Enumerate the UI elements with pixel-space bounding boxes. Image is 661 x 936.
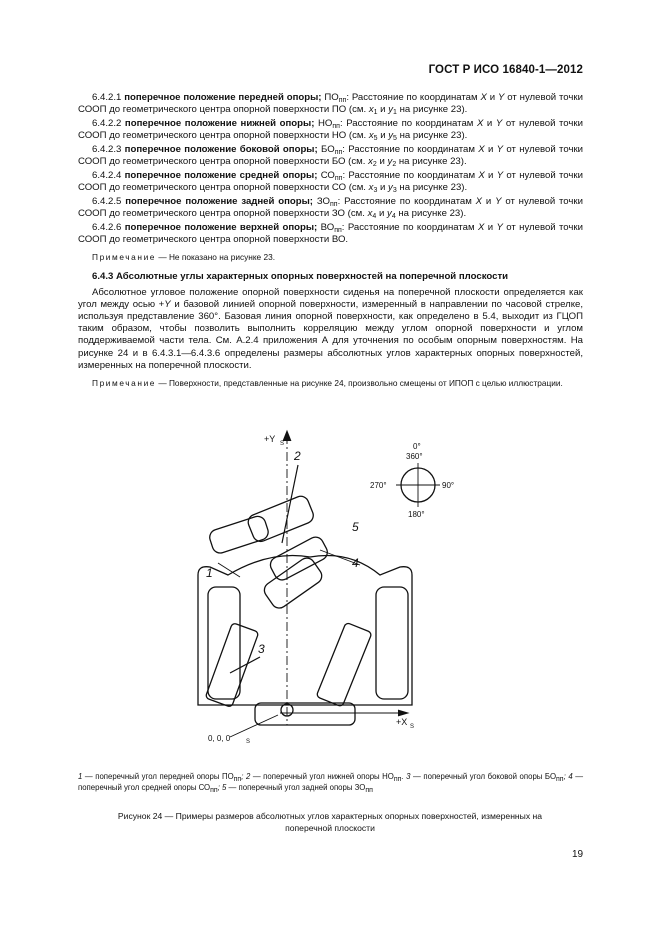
- item-and: и: [483, 118, 496, 129]
- item-term: поперечное положение боковой опоры;: [124, 144, 318, 155]
- item-abbr-sub: пп: [332, 123, 340, 130]
- item-y: Y: [496, 170, 504, 181]
- item-y: Y: [495, 118, 503, 129]
- item-y2-sub: 2: [392, 161, 397, 169]
- definition-item: [78, 92, 583, 116]
- top-support: [246, 494, 316, 544]
- legend-5-num: ; 5: [217, 782, 227, 792]
- note-label: Примечание: [92, 252, 157, 263]
- legend-2-text: — поперечный угол нижней опоры НО: [250, 772, 394, 781]
- item-y2: y: [387, 156, 393, 168]
- item-text-b: от нулевой точки СООП до геометрического центра опорной поверхности ЗО (см.: [78, 196, 583, 220]
- item-text-b: от нулевой точки СООП до геометрического центра опорной поверхности НО (см.: [78, 118, 583, 142]
- side-support-left: [205, 623, 259, 708]
- item-x2: x: [368, 156, 373, 168]
- item-x: X: [475, 196, 483, 207]
- note-1: [78, 252, 583, 263]
- note-text: — Поверхности, представленные на рисунке 24, произвольно смещены от ИПОП с целью иллюстрации.: [156, 378, 563, 389]
- definition-item: [78, 222, 583, 246]
- dial-360: 360°: [406, 452, 423, 461]
- definition-item: [78, 144, 583, 168]
- definition-item: [78, 118, 583, 142]
- item-number: 6.4.2.5: [92, 196, 122, 207]
- item-y2: y: [387, 208, 392, 220]
- item-y2-sub: 3: [392, 187, 397, 195]
- item-text-a: : Расстояние по координатам: [342, 170, 479, 181]
- item-abbr-sub: пп: [334, 149, 343, 156]
- item-abbr-sub: пп: [330, 201, 338, 208]
- item-and2: и: [377, 104, 389, 116]
- legend-2-sub: пп: [393, 776, 402, 783]
- item-text-c: на рисунке 23).: [396, 104, 468, 116]
- item-x2-sub: 1: [373, 109, 378, 117]
- callout-5: 5: [352, 520, 359, 534]
- document-header: ГОСТ Р ИСО 16840-1—2012: [428, 64, 583, 76]
- item-number: 6.4.2.2: [92, 118, 122, 129]
- item-x: X: [476, 118, 484, 129]
- item-abbr: БО: [321, 144, 335, 155]
- section-text-a: Абсолютное угловое положение опорной поверхности сиденья на поперечной плоскости определяется как угол между осью +: [78, 286, 583, 310]
- origin-label: 0, 0, 0: [208, 734, 231, 743]
- axis-x-label: +X: [396, 717, 408, 727]
- item-term: поперечное положение нижней опоры;: [124, 118, 315, 129]
- item-y2: y: [388, 130, 394, 142]
- legend-2-num: ; 2: [241, 772, 251, 781]
- item-and: и: [482, 196, 496, 207]
- item-y: Y: [497, 92, 505, 103]
- legend-4-num: ; 4: [563, 772, 573, 781]
- section-text-b: и базовой линией опорной поверхности, измеренный в направлении по часовой стрелке, используя представление 360°. Базовая линия опорной поверхности, как определено в 5.4, выходит из ГЦОП таким образом, чтобы позволить выполнить корреляцию между углом опорной поверхности и углом поддерживаемой части тела. См. А.2.4 приложения А для уточнения по особым опорным поверхностям. На рисунке 24 и в 6.4.3.1—6.4.3.6 определены размеры абсолютных углов характерных опорных поверхностей, измеренных на поперечной плоскости.: [78, 298, 584, 371]
- item-term: поперечное положение средней опоры;: [124, 170, 318, 181]
- item-x2: x: [368, 182, 374, 194]
- dial-90: 90°: [442, 481, 455, 490]
- item-term: поперечное положение задней опоры;: [125, 196, 314, 207]
- item-y: Y: [496, 222, 503, 233]
- item-y: Y: [496, 144, 504, 155]
- axis-x-sub: S: [410, 724, 415, 730]
- item-abbr: ПО: [324, 92, 339, 103]
- item-x: X: [478, 144, 485, 155]
- item-number: 6.4.2.1: [92, 92, 122, 103]
- item-x: X: [478, 170, 485, 181]
- legend-5-sub: пп: [365, 786, 373, 794]
- item-text-b: от нулевой точки СООП до геометрического центра опорной поверхности СО (см.: [78, 170, 583, 194]
- figure-caption: Рисунок 24 — Примеры размеров абсолютных углов характерных опорных поверхностей, измеренных на поперечной плоскости: [117, 811, 543, 833]
- figure-24: [170, 425, 490, 755]
- item-abbr: НО: [317, 118, 333, 129]
- item-and2: и: [376, 156, 388, 168]
- dial-180: 180°: [408, 510, 425, 519]
- item-text-a: : Расстояние по координатам: [339, 118, 477, 129]
- callout-4: 4: [352, 556, 359, 570]
- item-number: 6.4.2.3: [92, 144, 122, 155]
- item-y: Y: [495, 196, 502, 207]
- item-y2-sub: 1: [393, 109, 397, 117]
- legend-3-num: . 3: [401, 772, 411, 781]
- item-number: 6.4.2.4: [92, 170, 122, 181]
- item-term: поперечное положение верхней опоры;: [124, 222, 318, 233]
- legend-5-text: — поперечный угол задней опоры ЗО: [226, 782, 366, 792]
- definition-item: [78, 170, 583, 194]
- callout-1: 1: [206, 566, 213, 580]
- note-text: — Не показано на рисунке 23.: [156, 252, 276, 263]
- item-abbr-sub: пп: [334, 175, 343, 182]
- item-abbr: ВО: [320, 222, 335, 233]
- item-x2: x: [368, 104, 374, 116]
- item-and: и: [486, 92, 498, 103]
- item-abbr-sub: пп: [334, 227, 342, 234]
- figure-drawing: [170, 425, 490, 755]
- item-and: и: [484, 144, 497, 155]
- item-x2: x: [368, 130, 374, 142]
- item-and: и: [484, 222, 497, 233]
- item-text-c: на рисунке 23).: [395, 208, 467, 220]
- legend-1-num: 1: [78, 772, 83, 781]
- legend-4-sub: пп: [210, 786, 218, 794]
- item-x2: x: [367, 208, 373, 220]
- item-text-c: на рисунке 23).: [396, 182, 468, 194]
- legend-1-text: — поперечный угол передней опоры ПО: [82, 772, 234, 781]
- item-text-b: от нулевой точки СООП до геометрического центра опорной поверхности ВО.: [78, 222, 583, 246]
- origin-sub: S: [246, 739, 251, 745]
- rear-support: [268, 534, 330, 582]
- legend-3-sub: пп: [556, 776, 564, 783]
- left-bolster: [208, 587, 240, 699]
- item-and: и: [484, 170, 497, 181]
- item-text-a: : Расстояние по координатам: [342, 144, 479, 155]
- item-text-c: на рисунке 23).: [396, 156, 467, 168]
- axis-y-sub: S: [280, 441, 285, 447]
- axis-y-label: +Y: [264, 434, 276, 444]
- item-and2: и: [377, 130, 389, 142]
- item-y2: y: [388, 182, 393, 194]
- definition-list: [78, 92, 583, 246]
- item-and2: и: [376, 208, 388, 220]
- item-x2-sub: 4: [372, 213, 377, 221]
- item-text-a: : Расстояние по координатам: [337, 196, 476, 207]
- item-abbr-sub: пп: [338, 97, 347, 104]
- item-text-a: : Расстояние по координатам: [341, 222, 478, 233]
- item-x2-sub: 2: [372, 161, 377, 169]
- section-paragraph: [78, 287, 583, 372]
- item-y2-sub: 5: [393, 135, 397, 143]
- item-x2-sub: 5: [373, 135, 378, 143]
- item-abbr: ЗО: [316, 196, 331, 207]
- item-number: 6.4.2.6: [92, 222, 122, 233]
- legend-1-sub: пп: [233, 776, 242, 783]
- item-abbr: СО: [320, 170, 335, 181]
- item-text-c: на рисунке 23).: [396, 130, 468, 142]
- front-support: [208, 514, 271, 555]
- callout-2: 2: [294, 449, 301, 463]
- item-term: поперечное положение передней опоры;: [124, 92, 322, 103]
- legend-3-text: — поперечный угол боковой опоры БО: [410, 772, 557, 781]
- item-x: X: [477, 222, 485, 233]
- callout-3: 3: [258, 642, 265, 656]
- main-text: [78, 92, 583, 395]
- dial-0: 0°: [413, 442, 421, 451]
- definition-item: [78, 196, 583, 220]
- dial-270: 270°: [370, 481, 387, 490]
- note-2: [78, 378, 583, 389]
- item-x2-sub: 3: [373, 187, 378, 195]
- item-x: X: [480, 92, 487, 103]
- item-and2: и: [377, 182, 389, 194]
- item-text-b: от нулевой точки СООП до геометрического центра опорной поверхности БО (см.: [78, 144, 583, 168]
- item-text-a: : Расстояние по координатам: [346, 92, 481, 103]
- section-text-y: Y: [164, 298, 171, 310]
- item-text-b: от нулевой точки СООП до геометрического центра опорной поверхности ПО (см.: [78, 92, 583, 116]
- item-y2: y: [388, 104, 394, 116]
- page-number: 19: [572, 849, 584, 860]
- item-y2-sub: 4: [391, 213, 396, 221]
- note-label: Примечание: [92, 378, 157, 389]
- section-title: 6.4.3 Абсолютные углы характерных опорных поверхностей на поперечной плоскости: [92, 271, 509, 283]
- figure-legend: [78, 772, 583, 793]
- legend-4-text: — поперечный угол средней опоры СО: [78, 772, 583, 792]
- right-bolster: [376, 587, 408, 699]
- side-support-right: [316, 622, 372, 707]
